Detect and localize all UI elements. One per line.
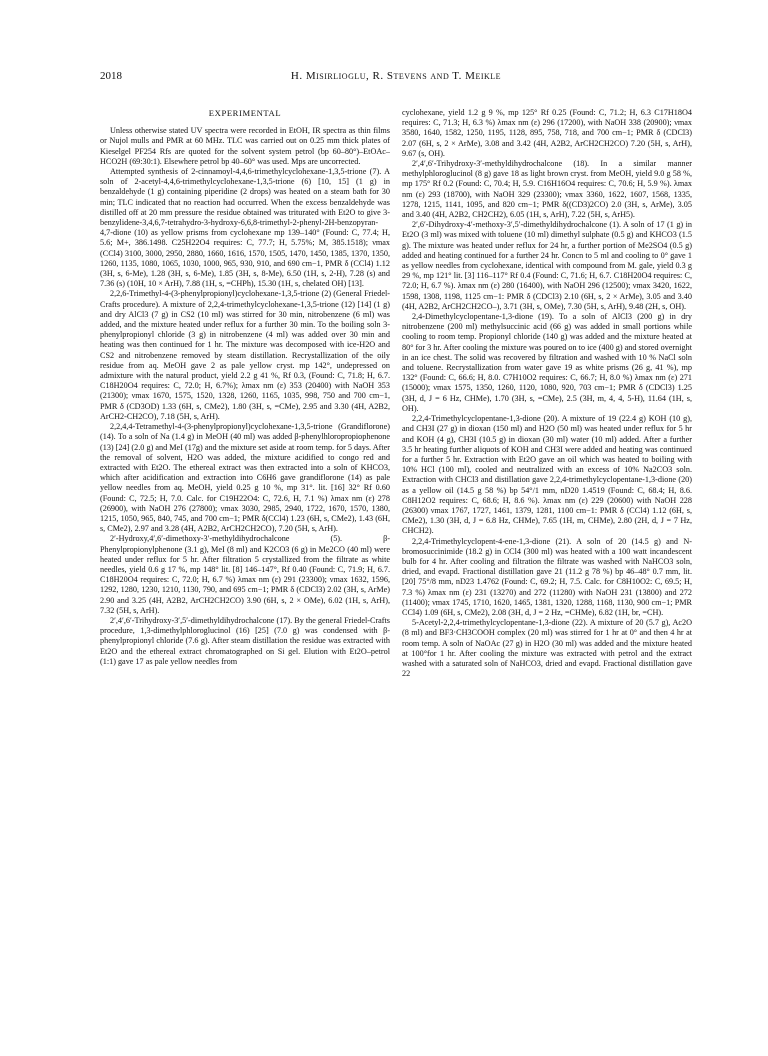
paragraph-general-methods: Unless otherwise stated UV spectra were recorded in EtOH, IR spectra as thin films or Nujol mulls and PMR at 60 MHz. TLC was carried out on 0.25 mm thick plates of Kieselgel PF254 Rfs are quoted for the solvent system petrol (bp 60–80°)–EtOAc–HCO2H (69:30:1). Elsewhere petrol bp 40–60° was used. Mps are uncorrected. xyxy=(100,126,390,166)
paragraph-compound-14: 2,2,4,4-Tetramethyl-4-(3-phenylpropionyl)cyclohexane-1,3,5-trione (Grandiflorone) (14). To a soln of Na (1.4 g) in MeOH (40 ml) was added β-phenylhloropropiophenone (13) [24] (2.0 g) and MeI (17g) and the mixture set aside at room temp. for 5 days. After the removal of solvent, H2O was added, the mixture acidified to congo red and extracted with Et2O. The ethereal extract was then extracted into a soln of KHCO3, which after acidification and extraction into C6H6 gave grandiflorone (14) as pale yellow needles from aq. MeOH, yield 0.25 g 10 %, mp 31°. lit. [16] 32° Rf 0.60 (Found: C, 72.5; H, 7.0. Calc. for C19H22O4: C, 72.6, H, 7.1 %) λmax nm (ε) 278 (26900), with NaOH 276 (27800); νmax 3030, 2985, 2940, 1722, 1670, 1570, 1380, 1215, 1050, 965, 840, 745, and 700 cm−1; PMR δ(CCl4) 1.23 (6H, s, CMe2), 1.43 (6H, s, CMe2), 2.97 and 3.28 (4H, A2B2, ArCH2CH2CO), 7.20 (5H, s, ArH). xyxy=(100,422,390,534)
page-number: 2018 xyxy=(100,70,122,82)
paragraph-compound-21: 2,2,4-Trimethylcyclopent-4-ene-1,3-dione (21). A soln of 20 (14.5 g) and N-bromosuccinimide (18.2 g) in CCl4 (300 ml) was heated with a 100 watt incandescent bulb for 4 hr. After cooling and filtration the filtrate was washed with NaHCO3 soln, dried, and evapd. Fractional distillation gave 21 (11.2 g 78 %) bp 46–48° 0.7 mm, lit. [20] 75°/8 mm, nD23 1.4762 (Found: C, 69.2; H, 7.5. Calc. for C8H10O2: C, 69.5; H, 7.3 %) λmax nm (ε) 231 (13270) and 272 (11280) with NaOH 231 (13800) and 272 (11400); νmax 1745, 1710, 1620, 1465, 1381, 1320, 1288, 1168, 1130, 900 cm−1; PMR CCl4) 1.09 (6H, s, CMe2), 2.08 (3H, d, J = 2 Hz, =CHMe), 6.82 (1H, br, =CH). xyxy=(402,536,692,617)
page-header xyxy=(100,70,692,88)
paragraph-compound-1: 2′,6′-Dihydroxy-4′-methoxy-3′,5′-dimethyldihydrochalcone (1). A soln of 17 (1 g) in Et2O (3 ml) was mixed with toluene (10 ml) dimethyl sulphate (0.5 g) and KHCO3 (1.5 g). The mixture was heated under reflux for 24 hr, a further portion of Me2SO4 (0.5 g) added and heating continued for a further 24 hr. Concn to 5 ml and cooling to 0° gave 1 as yellow needles from cyclohexane, identical with compound from M. gale, yield 0.3 g 29 %, mp 121° lit. [3] 116–117° Rf 0.4 (Found: C, 71.6; H, 6.7. C18H20O4 requires: C, 72.0; H, 6.7 %). λmax nm (ε) 280 (16400), with NaOH 296 (12500); νmax 3420, 1622, 1598, 1308, 1198, 1125 cm−1: PMR δ (CDCl3) 2.10 (6H, s, 2 × ArMe), 3.05 and 3.40 (4H, A2B2, ArCH2CH2CO–), 3.71 (3H, s, OMe), 7.30 (5H, s, ArH), 9.48 (2H, s, OH). xyxy=(402,220,692,311)
paragraph-compound-20: 2,2,4-Trimethylcyclopentane-1,3-dione (20). A mixture of 19 (22.4 g) KOH (10 g), and CH3I (27 g) in dioxan (150 ml) and H2O (50 ml) was heated under reflux for 5 hr and KOH (4 g), CH3I (10.5 g) in dioxan (30 ml) water (10 ml) added. After a further 3.5 hr heating further aliquots of KOH and CH3I were added and heating was continued for a further 5 hr. Extraction with Et2O gave an oil which was heated to boiling with 10% HCl (100 ml), cooled and neutralized with an excess of 10% Na2CO3 soln. Extraction with CHCl3 and distillation gave 2,2,4-trimethylcyclopentane-1,3-dione (20) as a yellow oil (14.5 g 58 %) bp 54°/1 mm, nD20 1.4519 (Found: C, 68.4; H, 8.6. C8H12O2 requires: C, 68.6; H, 8.6 %). λmax nm (ε) 229 (20600) with NaOH 228 (26300) νmax 1767, 1727, 1461, 1379, 1281, 1100 cm−1: PMR δ (CCl4) 1.12 (6H, s, CMe2), 1.30 (3H, d, J = 6.8 Hz, CHMe), 7.65 (1H, m, CHMe), 2.80 (2H, d, J = 7 Hz, CHCH2). xyxy=(402,414,692,536)
paragraph-compound-19: 2,4-Dimethylcyclopentane-1,3-dione (19). To a soln of AlCl3 (200 g) in dry nitrobenzene (200 ml) methylsuccinic acid (66 g) was added in small portions while cooling to room temp. Propionyl chloride (140 g) was added and the mixture heated at 80° for 3 hr. After cooling the mixture was poured on to ice (400 g) and stored overnight in an ice chest. The solid was recovered by filtration and washed with 10 % NaCl soln and toluene. Recrystallization from water gave 19 as white prisms (26 g, 41 %), mp 132° (Found: C, 66.6; H, 8.0. C7H10O2 requires: C, 66.7; H, 8.0 %) λmax nm (ε) 271 (15000); νmax 1575, 1350, 1260, 1120, 1080, 920, 703 cm−1; PMR δ (CDCl3) 1.25 (3H, d, J = 6 Hz, CHMe), 1.70 (3H, s, =CMe), 2.5 (3H, m, 4, 4, 5-H), 11.64 (1H, s, OH). xyxy=(402,312,692,413)
left-column xyxy=(100,108,390,1028)
paragraph-compound-22: 5-Acetyl-2,2,4-trimethylcyclopentane-1,3-dione (22). A mixture of 20 (5.7 g), Ac2O (8 ml) and BF3·CH3COOH complex (20 ml) was stirred for 1 hr at 0° and then 4 hr at room temp. A soln of NaOAc (27 g) in H2O (30 ml) was added and the mixture heated at 100°for 1 hr. After cooling the mixture was extracted with petrol and the extract washed with a saturated soln of NaHCO3, dried and evapd. Fractional distillation gave 22 xyxy=(402,618,692,679)
right-column xyxy=(402,108,692,1028)
paragraph-compound-2: 2,2,6-Trimethyl-4-(3-phenylpropionyl)cyclohexane-1,3,5-trione (2) (General Friedel-Crafts procedure). A mixture of 2,2,4-trimethylcyclohexane-1,3,5-trione (12) [14] (1 g) and dry AlCl3 (7 g) in CS2 (10 ml) was stirred for 30 min, nitrobenzene (6 ml) was added, and the mixture heated under reflux for a further 30 min. To the boiling soln 3-phenylpropionyl chloride (3 g) in nitrobenzene (4 ml) was added over 30 min and heating was then continued for 1 hr. The mixture was decomposed with ice-H2O and CS2 and nitrobenzene removed by steam distillation. Recrystallization of the oily residue from aq. MeOH gave 2 as pale yellow cryst. mp 142°, undepressed on admixture with the natural product, yield 2.2 g 41 %, Rf 0.3, (Found: C, 71.8; H, 6.7. C18H20O4 requires: C, 72.0; H, 6.7%); λmax nm (ε) 353 (20400) with NaOH 353 (21300); νmax 1670, 1575, 1520, 1328, 1260, 1165, 1035, 998, 750 and 700 cm−1, PMR δ (CD3OD) 1.33 (6H, s, CMe2), 1.80 (3H, s, =CMe), 2.95 and 3.30 (4H, A2B2, ArCH2-CH2CO), 7.18 (5H, s, ArH). xyxy=(100,289,390,421)
paragraph-continued: cyclohexane, yield 1.2 g 9 %, mp 125° Rf 0.25 (Found: C, 71.2; H, 6.3 C17H18O4 requires: C, 71.3; H, 6.3 %) λmax nm (ε) 296 (17200), with NaOH 338 (20900); νmax 3580, 1640, 1582, 1250, 1195, 1128, 895, 758, 718, and 700 cm−1; PMR δ (CDCl3) 2.07 (6H, s, 2 × ArMe), 3.08 and 3.42 (4H, A2B2, ArCH2CH2CO) 7.20 (5H, s, ArH), 9.67 (s, OH). xyxy=(402,108,692,158)
paragraph-compound-18: 2′,4′,6′-Trihydroxy-3′-methyldihydrochalcone (18). In a similar manner methylphloroglucinol (8 g) gave 18 as light brown cryst. from MeOH, yield 9.0 g 58 %, mp 175° Rf 0.2 (Found: C, 70.4; H, 5.9. C16H16O4 requires: C, 70.6; H, 5.9 %). λmax nm (ε) 293 (18700), with NaOH 329 (23300); νmax 3360, 1622, 1607, 1568, 1335, 1278, 1215, 1141, 1095, and 820 cm−1; PMR δ((CD3)2CO) 2.0 (3H, s, ArMe), 3.05 and 3.40 (4H, A2B2, CH2CH2), 6.05 (1H, s, ArH), 7.22 (5H, s, ArH5). xyxy=(402,159,692,220)
paragraph-compound-7: Attempted synthesis of 2-cinnamoyl-4,4,6-trimethylcyclohexane-1,3,5-trione (7). A soln of 2-acetyl-4,4,6-trimethylcyclohexane-1,3,5-trione (6) [10, 15] (1 g) in benzaldehyde (1 g) containing piperidine (2 drops) was heated on a steam bath for 30 min; TLC indicated that no reaction had occurred. When the excess benzaldehyde was distilled off at 20 mm pressure the residue obtained was triturated with Et2O to give 3-benzylidene-3,4,6,7-tetrahydro-3-hydroxy-6,6,8-trimethyl-2-phenyl-2H-benzopyran-4,7-dione (10) as yellow prisms from cyclohexane mp 139–140° (Found: C, 77.4; H, 5.6; M+, 386.1498. C25H22O4 requires: C, 77.7; H, 5.75%; M, 385.1518); νmax (CCl4) 3100, 3000, 2950, 2880, 1660, 1616, 1570, 1505, 1470, 1450, 1385, 1370, 1350, 1260, 1135, 1080, 1065, 1030, 1000, 965, 930, 910, and 690 cm−1, PMR δ (CCl4) 1.12 (3H, s, 6-Me), 1.28 (3H, s, 6-Me), 1.85 (3H, s, 8-Me), 6.50 (1H, s, 2-H), 7.28 (s) and 7.36 (s) (10H, 10 × ArH), 7.88 (1H, s, =CHPh), 15.30 (1H, s, chelated OH) [13]. xyxy=(100,167,390,289)
running-head: H. Misirlioglu, R. Stevens and T. Meikle xyxy=(290,70,502,82)
section-heading: EXPERIMENTAL xyxy=(208,108,282,118)
paragraph-compound-17: 2′,4′,6′-Trihydroxy-3′,5′-dimethyldihydrochalcone (17). By the general Friedel-Crafts procedure, 1,3-dimethylphloroglucinol (16) [25] (7.0 g) was condensed with β-phenylpropionyl chloride (7.6 g). After steam distillation the residue was extracted with Et2O and the ethereal extract chromatographed on Si gel. Elution with Et2O–petrol (1:1) gave 17 as pale yellow needles from xyxy=(100,615,390,666)
paragraph-compound-5: 2′-Hydroxy,4′,6′-dimethoxy-3′-methyldihydrochalcone (5). β-Phenylpropionylphenone (3.1 g), MeI (8 ml) and K2CO3 (6 g) in Me2CO (40 ml) were heated under reflux for 5 hr. After filtration 5 crystallized from the filtrate as white needles, yield 0.6 g 17 %, mp 148° lit. [8] 146–147°, Rf 0.40 (Found: C, 71.9; H, 6.7. C18H20O4 requires: C, 72.0; H, 6.7 %) λmax nm (ε) 291 (23300); νmax 1632, 1596, 1292, 1280, 1230, 1210, 1130, 790, and 695 cm−1; PMR δ (CDCl3) 2.02 (3H, s, ArMe) 2.90 and 3.25 (4H, A2B2, ArCH2CH2CO) 3.90 (6H, s, 2 × OMe), 6.02 (1H, s, ArH), 7.32 (5H, s, ArH). xyxy=(100,534,390,615)
